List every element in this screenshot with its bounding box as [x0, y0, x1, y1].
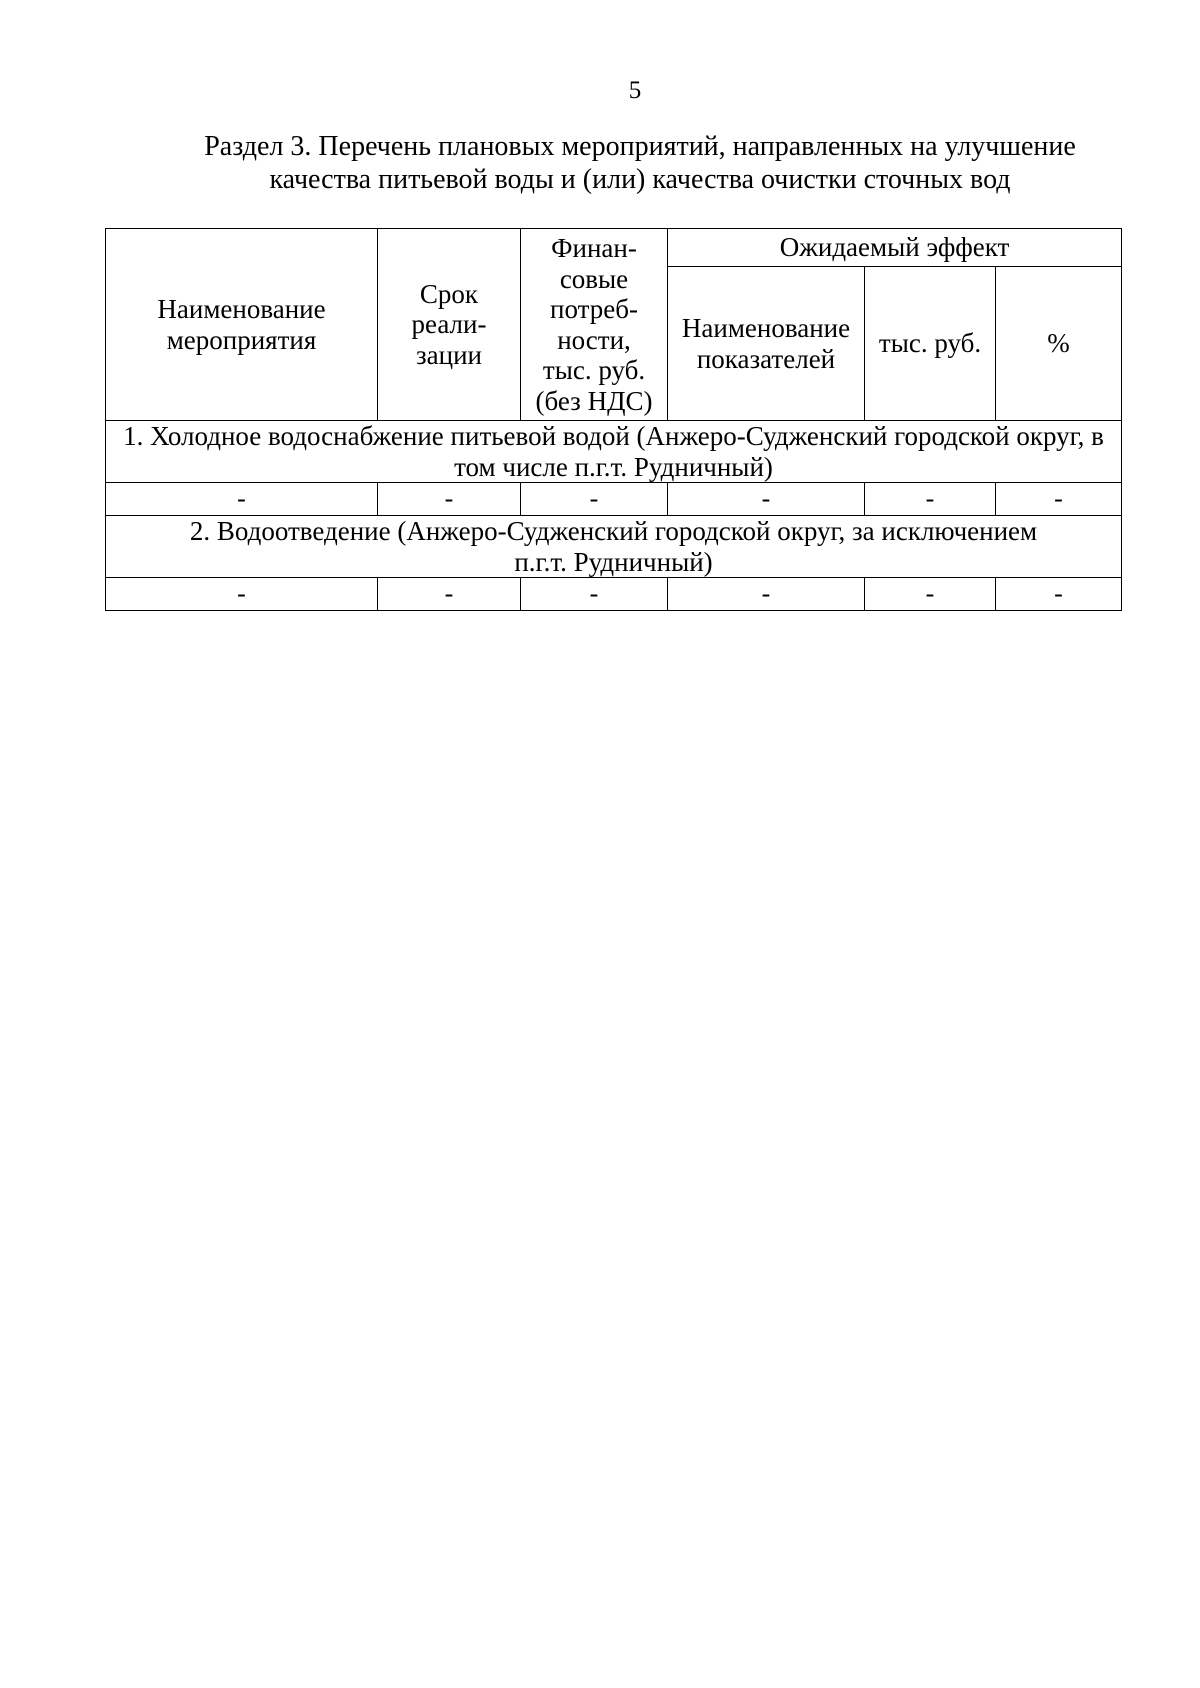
- header-indicators: Наименование показателей: [668, 267, 865, 421]
- table-cell: -: [378, 483, 521, 516]
- table-row: [106, 483, 1122, 516]
- table-cell: -: [668, 483, 865, 516]
- section-title-line-2: качества питьевой воды и (или) качества очистки сточных вод: [269, 164, 1011, 196]
- header-percent: %: [996, 267, 1122, 421]
- section-row-2: [106, 516, 1122, 578]
- header-thousand-rub: тыс. руб.: [865, 267, 996, 421]
- section-2-title: 2. Водоотведение (Анжеро-Судженский городской округ, за исключением п.г.т. Рудничный): [106, 516, 1122, 578]
- header-term: Срок реали- зации: [378, 229, 521, 421]
- table-cell: -: [996, 578, 1122, 611]
- table-cell: -: [378, 578, 521, 611]
- header-measure-name: Наименование мероприятия: [106, 229, 378, 421]
- section-1-title: 1. Холодное водоснабжение питьевой водой (Анжеро-Судженский городской округ, в том числе п.г.т. Рудничный): [106, 421, 1122, 483]
- table-cell: -: [668, 578, 865, 611]
- header-expected-effect: Ожидаемый эффект: [668, 229, 1122, 267]
- measures-table: [105, 228, 1122, 611]
- table-cell: -: [865, 483, 996, 516]
- table-cell: -: [106, 483, 378, 516]
- table-row: [106, 578, 1122, 611]
- table-cell: -: [865, 578, 996, 611]
- section-title: [150, 130, 1130, 196]
- table-cell: -: [521, 483, 668, 516]
- table-cell: -: [521, 578, 668, 611]
- table-cell: -: [106, 578, 378, 611]
- page-number: 5: [628, 77, 642, 104]
- section-row-1: [106, 421, 1122, 483]
- table-header-row-1: [106, 229, 1122, 267]
- section-title-line-1: Раздел 3. Перечень плановых мероприятий, направленных на улучшение: [204, 131, 1076, 162]
- header-finance: Финан- совые потреб- ности, тыс. руб. (без НДС): [521, 229, 668, 421]
- table-cell: -: [996, 483, 1122, 516]
